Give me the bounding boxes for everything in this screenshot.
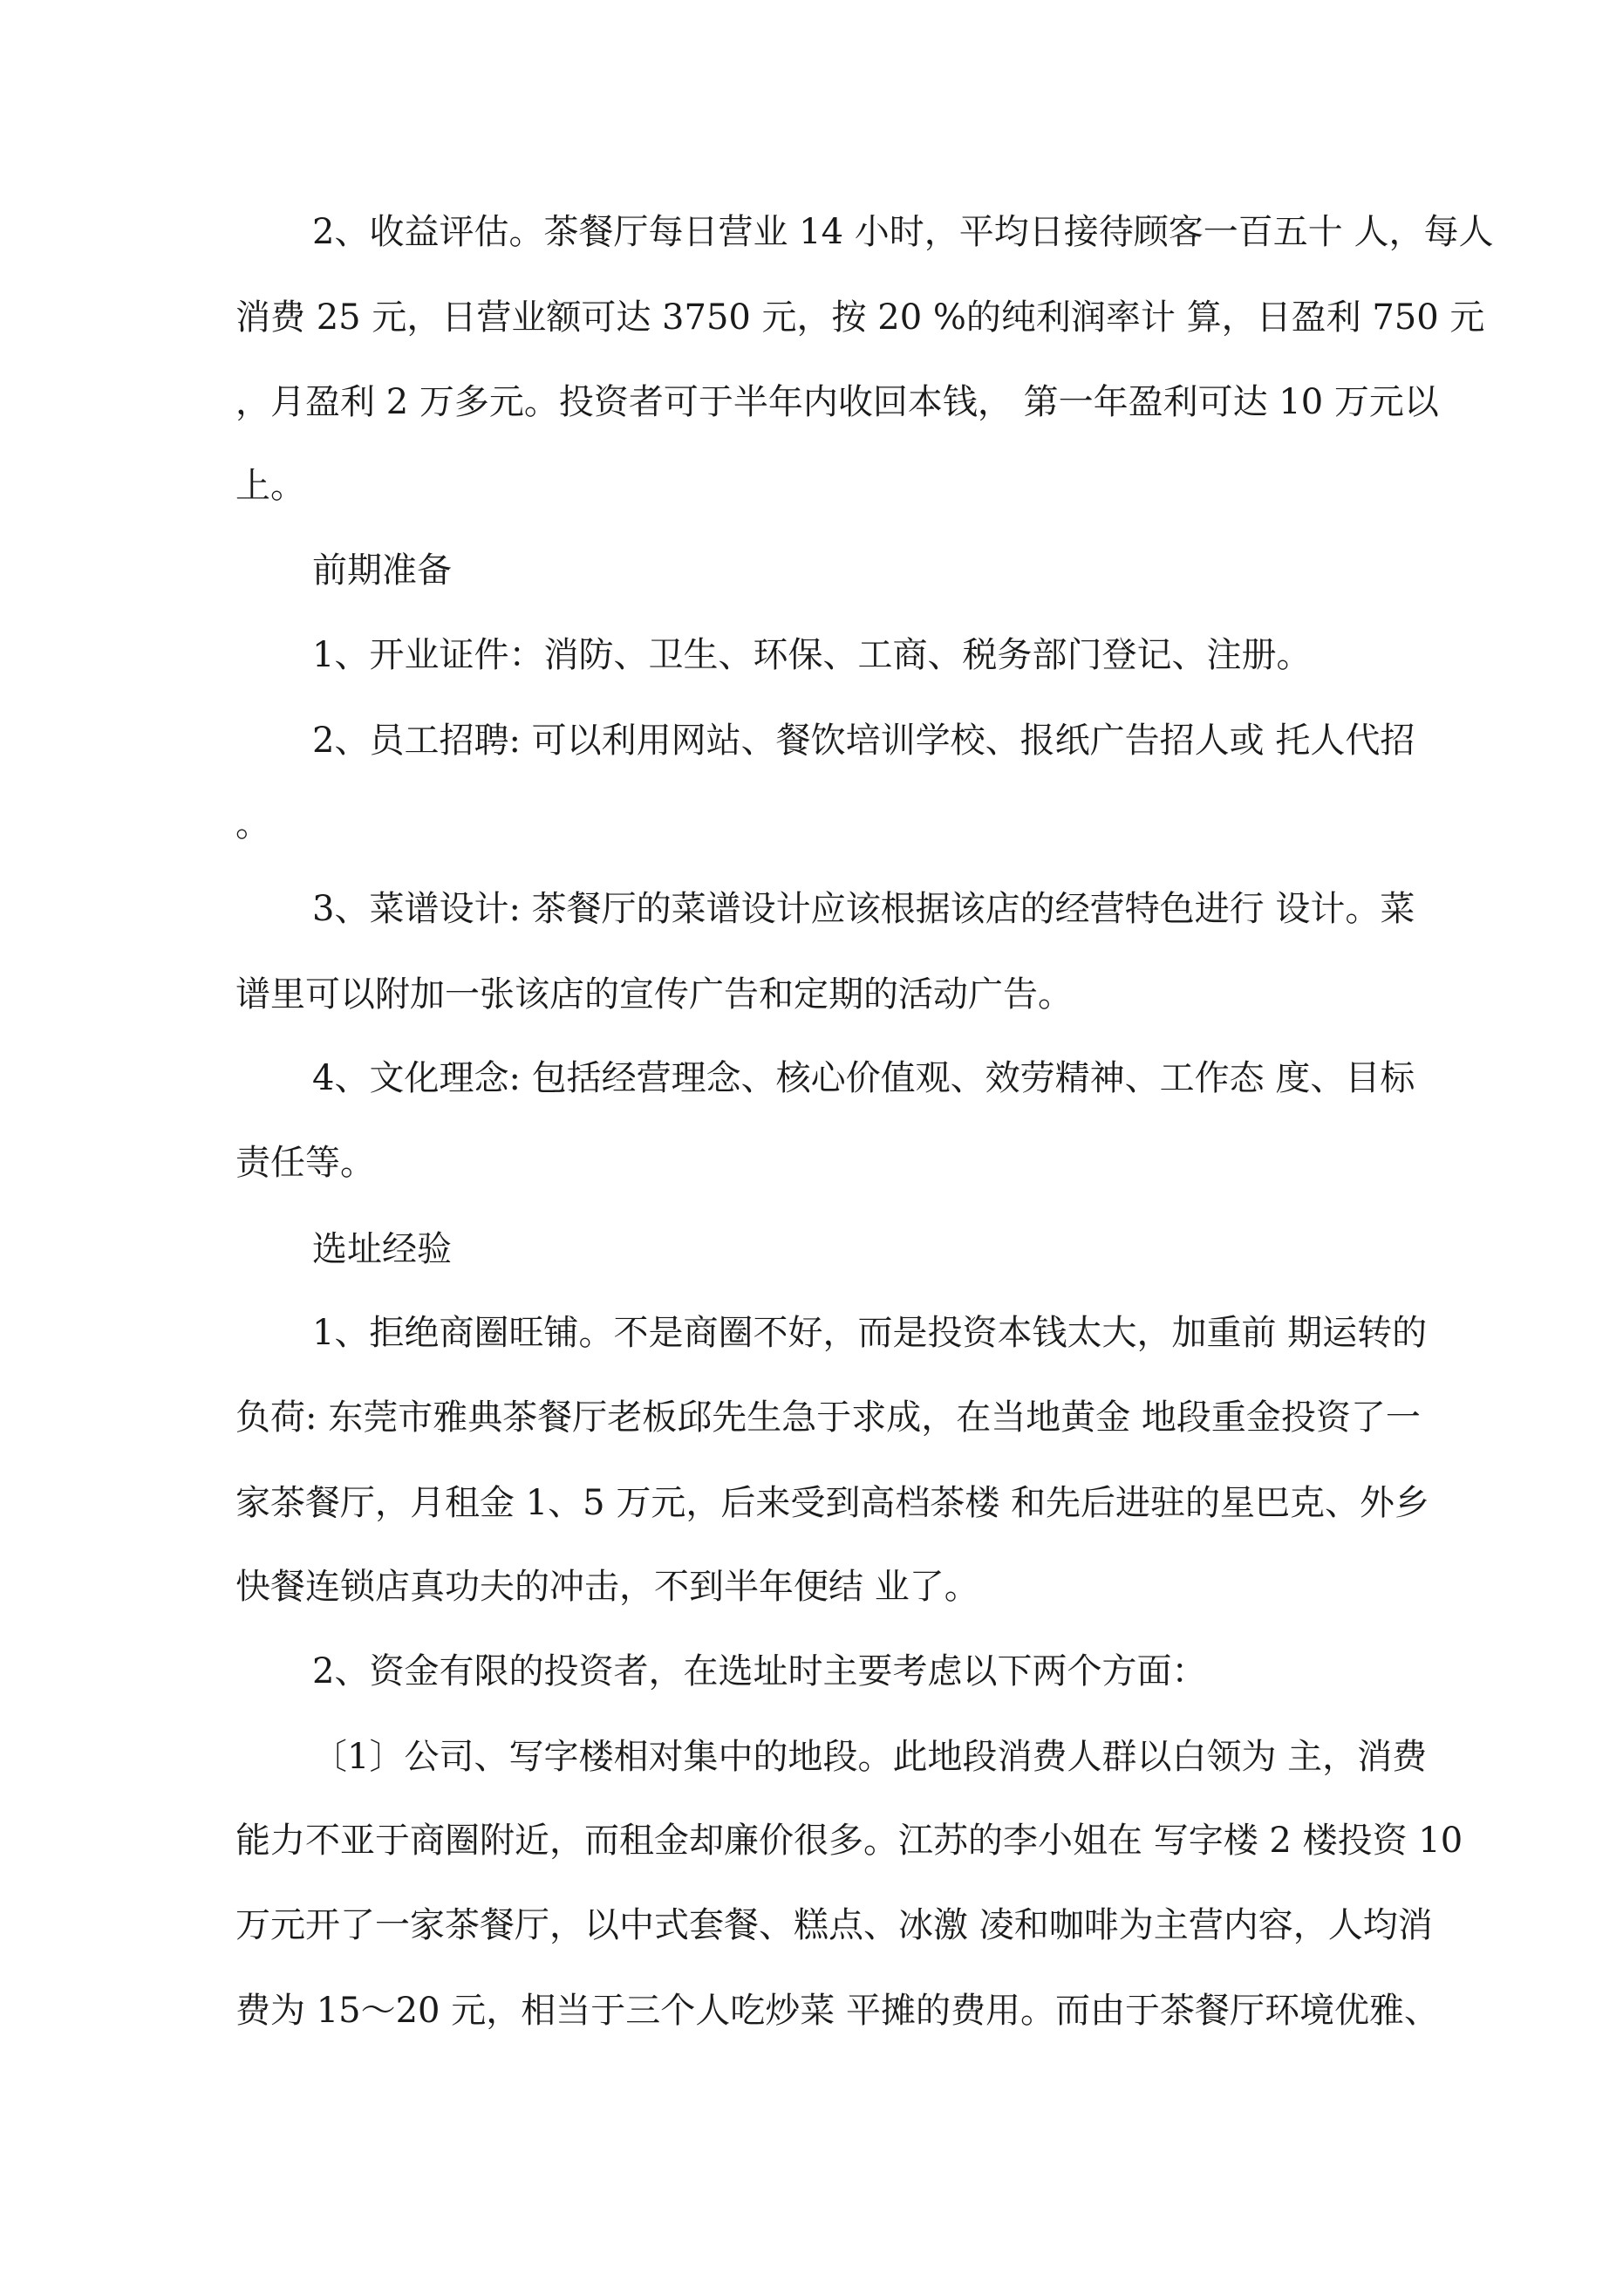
paragraph-line: ，月盈利 2 万多元。投资者可于半年内收回本钱， 第一年盈利可达 10 万元以 <box>235 382 1439 422</box>
section-heading: 选址经验 <box>312 1229 452 1269</box>
paragraph-line: 4、文化理念: 包括经营理念、核心价值观、效劳精神、工作态 度、目标 <box>312 1058 1415 1098</box>
paragraph-line: 万元开了一家茶餐厅，以中式套餐、糕点、冰激 凌和咖啡为主营内容，人均消 <box>235 1905 1433 1945</box>
paragraph-line: 〔1〕公司、写字楼相对集中的地段。此地段消费人群以白领为 主，消费 <box>312 1737 1428 1777</box>
section-heading: 前期准备 <box>312 550 452 591</box>
paragraph-line: 1、开业证件：消防、卫生、环保、工商、税务部门登记、注册。 <box>312 635 1312 675</box>
paragraph-line: 3、菜谱设计: 茶餐厅的菜谱设计应该根据该店的经营特色进行 设计。菜 <box>312 889 1415 929</box>
paragraph-line: 快餐连锁店真功夫的冲击，不到半年便结 业了。 <box>235 1567 979 1607</box>
paragraph-line: 消费 25 元，日营业额可达 3750 元，按 20 %的纯利润率计 算，日盈利 750 元 <box>235 297 1485 338</box>
paragraph-line: 能力不亚于商圈附近，而租金却廉价很多。江苏的李小姐在 写字楼 2 楼投资 10 <box>235 1821 1463 1861</box>
paragraph-line: 上。 <box>235 466 305 506</box>
paragraph-line: 。 <box>235 804 270 844</box>
paragraph-line: 2、收益评估。茶餐厅每日营业 14 小时，平均日接待顾客一百五十 人，每人 <box>312 212 1494 252</box>
paragraph-line: 家茶餐厅，月租金 1、5 万元，后来受到高档茶楼 和先后进驻的星巴克、外乡 <box>235 1483 1430 1523</box>
paragraph-line: 费为 15〜20 元，相当于三个人吃炒菜 平摊的费用。而由于茶餐厅环境优雅、 <box>235 1991 1439 2031</box>
paragraph-line: 1、拒绝商圈旺铺。不是商圈不好，而是投资本钱太大，加重前 期运转的 <box>312 1313 1428 1353</box>
paragraph-line: 2、资金有限的投资者，在选址时主要考虑以下两个方面： <box>312 1651 1207 1691</box>
paragraph-line: 2、员工招聘: 可以利用网站、餐饮培训学校、报纸广告招人或 托人代招 <box>312 721 1415 761</box>
paragraph-line: 责任等。 <box>235 1143 375 1183</box>
paragraph-line: 谱里可以附加一张该店的宣传广告和定期的活动广告。 <box>235 974 1073 1015</box>
paragraph-line: 负荷: 东莞市雅典茶餐厅老板邱先生急于求成，在当地黄金 地段重金投资了一 <box>235 1397 1421 1438</box>
